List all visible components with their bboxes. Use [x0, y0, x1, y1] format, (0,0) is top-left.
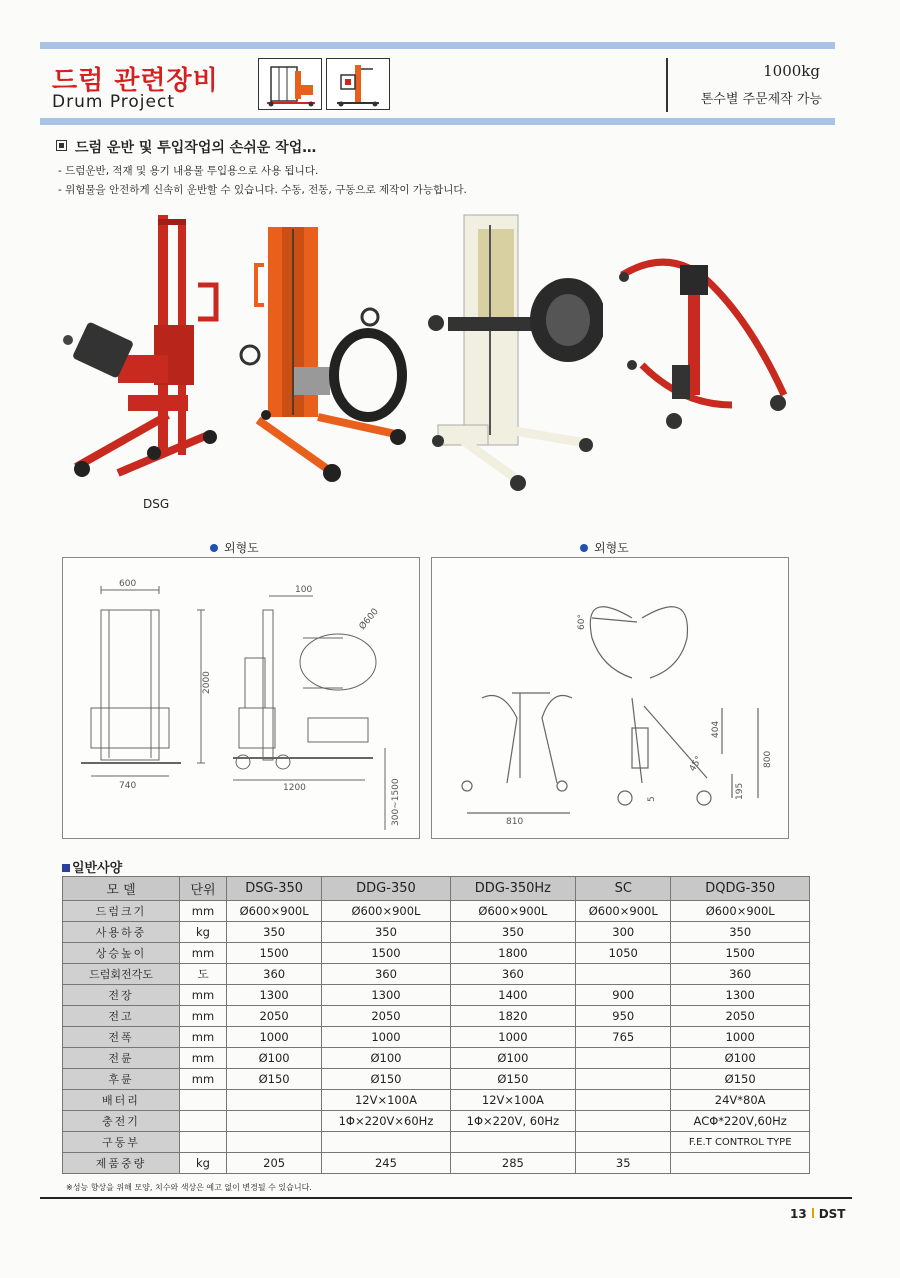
table-row	[63, 1090, 810, 1111]
photo-sc-stacker	[418, 205, 603, 495]
table-cell: 1300	[671, 985, 810, 1006]
table-cell: 300	[576, 922, 671, 943]
table-cell: 1000	[322, 1027, 450, 1048]
intro-heading-text: 드럼 운반 및 투입작업의 손쉬운 작업…	[75, 140, 317, 156]
table-cell: 1500	[227, 943, 322, 964]
table-cell: 360	[450, 964, 575, 985]
row-unit: mm	[180, 943, 227, 964]
dim-width: 810	[506, 817, 524, 827]
photo-dqdg-trolley	[612, 205, 797, 495]
table-cell: 2050	[227, 1006, 322, 1027]
table-row	[63, 1027, 810, 1048]
table-cell: Ø100	[322, 1048, 450, 1069]
row-label: 구동부	[63, 1132, 180, 1153]
brand-name: DST	[818, 1207, 846, 1221]
table-cell: 24V*80A	[671, 1090, 810, 1111]
dim-lift-range: 300~1500	[391, 778, 401, 826]
table-row	[63, 1132, 810, 1153]
table-cell: 900	[576, 985, 671, 1006]
diagram-label-right	[580, 539, 629, 556]
table-row	[63, 922, 810, 943]
header-col: DSG-350	[227, 877, 322, 901]
row-unit: 도	[180, 964, 227, 985]
table-cell: 1050	[576, 943, 671, 964]
dim-drum-dia: Ø600	[357, 606, 381, 632]
table-cell: Ø600×900L	[576, 901, 671, 922]
blue-dot-icon	[580, 544, 588, 552]
table-cell: 350	[227, 922, 322, 943]
table-cell: Ø600×900L	[450, 901, 575, 922]
dim-total-height: 800	[763, 750, 773, 768]
diagram-label-text: 외형도	[224, 541, 259, 555]
table-cell: Ø100	[450, 1048, 575, 1069]
table-cell: 205	[227, 1153, 322, 1174]
intro-bullet: - 드럼운반, 적재 및 용기 내용물 투입용으로 사용 됩니다.	[58, 165, 319, 177]
table-cell: 1000	[227, 1027, 322, 1048]
table-cell	[227, 1111, 322, 1132]
header-col: DDG-350	[322, 877, 450, 901]
row-label: 제품중량	[63, 1153, 180, 1174]
row-unit: mm	[180, 1069, 227, 1090]
spec-header-row	[63, 877, 810, 901]
intro-bullet: - 위험물을 안전하게 신속히 운반할 수 있습니다. 수동, 전동, 구동으로 제작이 가능합니다.	[58, 184, 467, 196]
dim-top-width: 600	[119, 579, 137, 589]
photo-dsg-stacker	[58, 205, 228, 495]
table-cell: 765	[576, 1027, 671, 1048]
photo-ddg-lifter	[238, 205, 408, 495]
square-bullet-icon	[62, 864, 70, 872]
table-cell: 1820	[450, 1006, 575, 1027]
square-bullet-icon	[56, 140, 67, 151]
table-cell	[576, 1069, 671, 1090]
row-unit: mm	[180, 1027, 227, 1048]
row-unit: mm	[180, 1006, 227, 1027]
table-cell: 1400	[450, 985, 575, 1006]
row-unit: kg	[180, 1153, 227, 1174]
table-cell: 950	[576, 1006, 671, 1027]
table-cell: Ø600×900L	[671, 901, 810, 922]
table-cell: 1500	[671, 943, 810, 964]
spec-note: ※성능 향상을 위해 모양, 치수와 색상은 예고 없이 변경될 수 있습니다.	[66, 1183, 312, 1192]
row-label: 전장	[63, 985, 180, 1006]
table-cell	[576, 964, 671, 985]
row-label: 상승높이	[63, 943, 180, 964]
table-cell: 2050	[322, 1006, 450, 1027]
table-cell: 360	[322, 964, 450, 985]
diagram-left	[62, 557, 420, 839]
row-unit	[180, 1090, 227, 1111]
spec-section-title	[62, 857, 122, 876]
table-cell: Ø600×900L	[322, 901, 450, 922]
diagram-label-left	[210, 539, 259, 556]
table-row	[63, 1111, 810, 1132]
header-col: DQDG-350	[671, 877, 810, 901]
dim-base-width: 740	[119, 781, 137, 791]
table-row	[63, 1153, 810, 1174]
row-label: 사용하중	[63, 922, 180, 943]
dim-arm-height: 404	[711, 720, 721, 738]
table-cell	[227, 1090, 322, 1111]
table-cell: 1Φ×220V×60Hz	[322, 1111, 450, 1132]
dim-clearance: 5	[647, 796, 657, 802]
row-label: 후륜	[63, 1069, 180, 1090]
row-label: 전고	[63, 1006, 180, 1027]
page-title: 드럼 관련장비	[52, 66, 219, 96]
custom-order-note: 톤수별 주문제작 가능	[700, 92, 822, 107]
dim-angle: 60°	[577, 614, 587, 630]
table-cell: Ø100	[671, 1048, 810, 1069]
table-cell: Ø100	[227, 1048, 322, 1069]
table-cell: 1300	[227, 985, 322, 1006]
table-cell: 360	[671, 964, 810, 985]
table-cell: 1Φ×220V, 60Hz	[450, 1111, 575, 1132]
table-cell	[576, 1132, 671, 1153]
row-unit: kg	[180, 922, 227, 943]
photo-caption: DSG	[143, 497, 170, 511]
table-cell	[227, 1132, 322, 1153]
table-cell: Ø150	[671, 1069, 810, 1090]
table-cell: Ø150	[450, 1069, 575, 1090]
page-number: 13	[790, 1207, 807, 1221]
table-cell	[576, 1090, 671, 1111]
table-cell: ACΦ*220V,60Hz	[671, 1111, 810, 1132]
table-cell: 1000	[671, 1027, 810, 1048]
table-cell: 12V×100A	[322, 1090, 450, 1111]
dim-height: 2000	[202, 671, 212, 694]
table-cell: F.E.T CONTROL TYPE	[671, 1132, 810, 1153]
diagram-right	[431, 557, 789, 839]
dim-arm: 100	[295, 585, 313, 595]
header-col: DDG-350Hz	[450, 877, 575, 901]
table-cell	[671, 1153, 810, 1174]
table-cell: Ø150	[322, 1069, 450, 1090]
table-cell: 350	[671, 922, 810, 943]
header-unit: 단위	[180, 877, 227, 901]
intro-heading	[56, 137, 316, 157]
table-cell: 360	[227, 964, 322, 985]
table-cell: 1300	[322, 985, 450, 1006]
header-model: 모 델	[63, 877, 180, 901]
footer-rule	[40, 1197, 852, 1199]
table-cell	[576, 1048, 671, 1069]
table-cell	[450, 1132, 575, 1153]
table-row	[63, 1069, 810, 1090]
table-cell: 12V×100A	[450, 1090, 575, 1111]
table-cell: 350	[322, 922, 450, 943]
row-label: 드럼회전각도	[63, 964, 180, 985]
row-unit	[180, 1111, 227, 1132]
diagram-label-text: 외형도	[594, 541, 629, 555]
spec-section-title-text: 일반사양	[72, 861, 123, 876]
table-row	[63, 943, 810, 964]
drum-stacker-icon	[258, 58, 322, 110]
row-label: 전륜	[63, 1048, 180, 1069]
row-unit: mm	[180, 901, 227, 922]
table-cell: Ø600×900L	[227, 901, 322, 922]
page-footer	[790, 1207, 846, 1221]
table-cell: 2050	[671, 1006, 810, 1027]
row-label: 전폭	[63, 1027, 180, 1048]
table-cell: 245	[322, 1153, 450, 1174]
page-subtitle: Drum Project	[52, 92, 175, 112]
table-row	[63, 901, 810, 922]
table-row	[63, 1006, 810, 1027]
table-cell: 35	[576, 1153, 671, 1174]
table-cell	[576, 1111, 671, 1132]
row-unit: mm	[180, 1048, 227, 1069]
row-label: 배터리	[63, 1090, 180, 1111]
row-label: 드럼크기	[63, 901, 180, 922]
table-cell: 350	[450, 922, 575, 943]
top-band	[40, 42, 835, 49]
row-label: 충전기	[63, 1111, 180, 1132]
row-unit	[180, 1132, 227, 1153]
table-row	[63, 985, 810, 1006]
table-cell	[322, 1132, 450, 1153]
dim-length: 1200	[283, 783, 306, 793]
blue-dot-icon	[210, 544, 218, 552]
table-row	[63, 964, 810, 985]
drum-lifter-icon	[326, 58, 390, 110]
footer-separator	[812, 1208, 814, 1218]
capacity-label: 1000kg	[763, 62, 820, 80]
dim-angle2: 45°	[687, 754, 705, 774]
spec-table	[62, 876, 810, 1174]
row-unit: mm	[180, 985, 227, 1006]
table-cell: Ø150	[227, 1069, 322, 1090]
dim-low: 195	[735, 782, 745, 800]
table-cell: 1000	[450, 1027, 575, 1048]
table-cell: 1500	[322, 943, 450, 964]
table-cell: 285	[450, 1153, 575, 1174]
table-cell: 1800	[450, 943, 575, 964]
header-bottom-band	[40, 118, 835, 125]
header-col: SC	[576, 877, 671, 901]
table-row	[63, 1048, 810, 1069]
